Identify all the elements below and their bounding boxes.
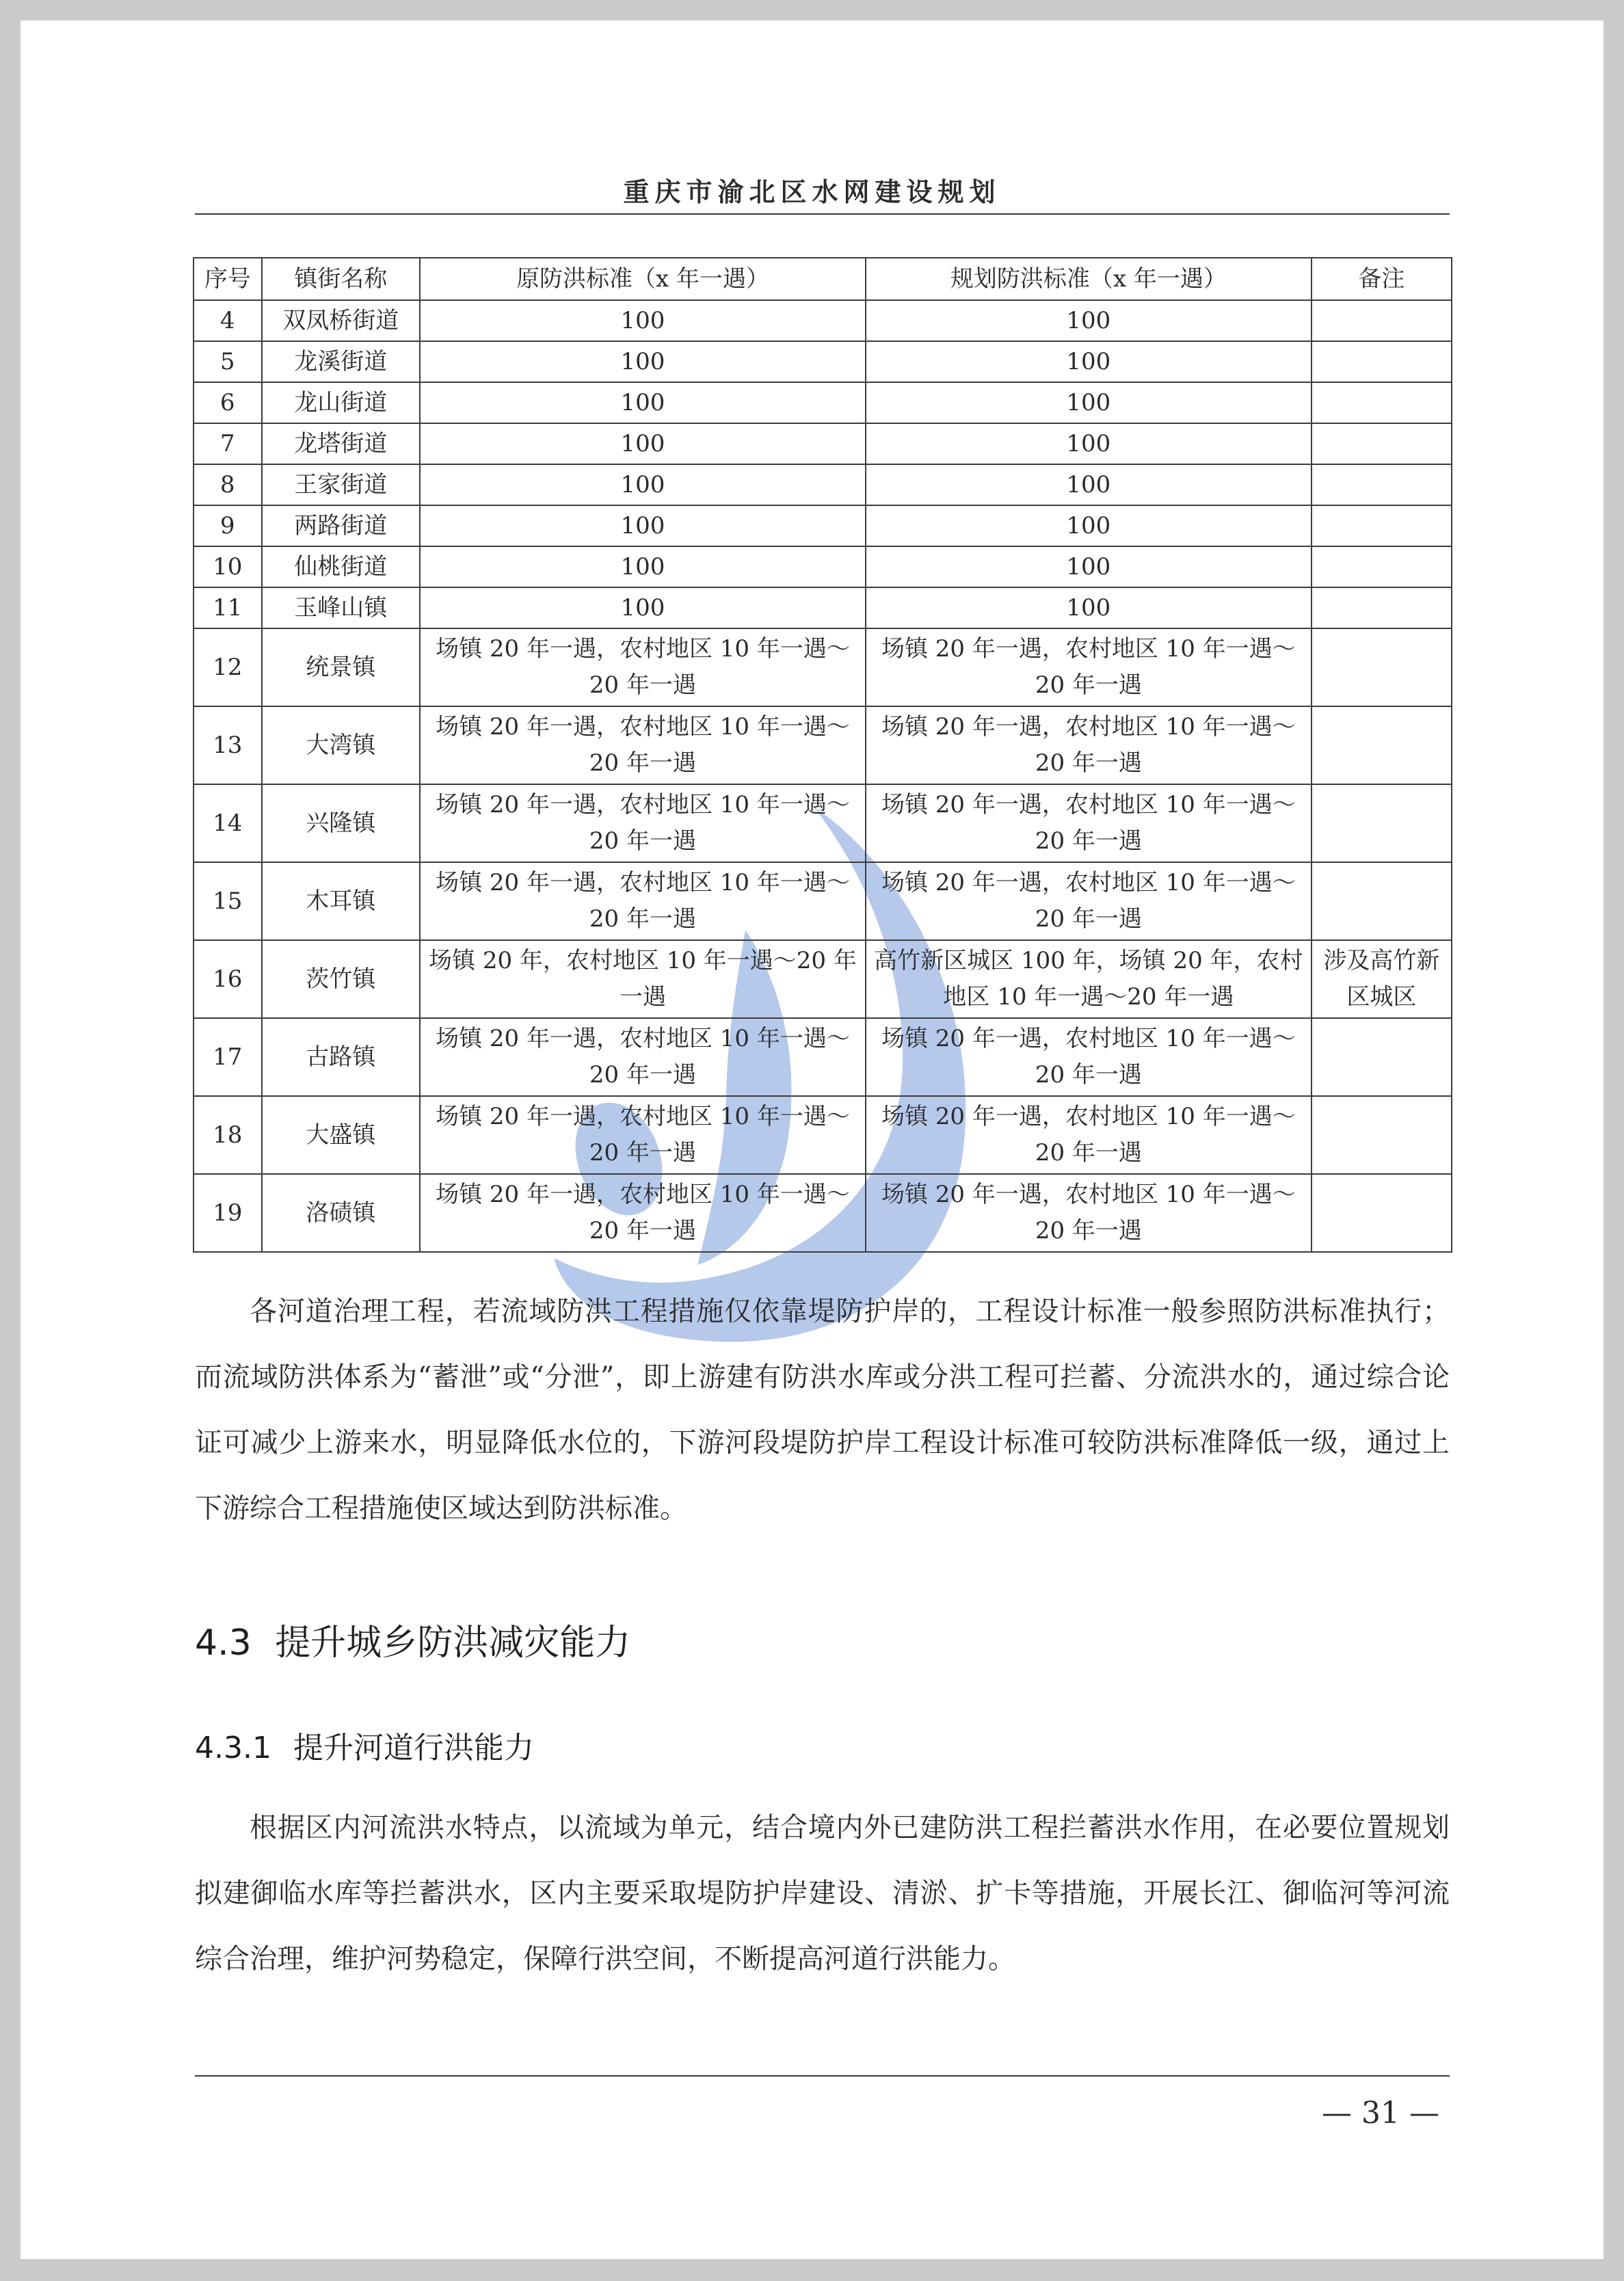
cell-town-name: 玉峰山镇 (262, 587, 421, 628)
cell-note (1312, 505, 1452, 546)
table-row (194, 464, 1452, 505)
table-row (194, 546, 1452, 587)
cell-planned-standard: 场镇 20 年一遇，农村地区 10 年一遇～20 年一遇 (866, 1174, 1312, 1252)
cell-number: 16 (194, 940, 262, 1018)
cell-planned-standard: 100 (866, 546, 1312, 587)
cell-original-standard: 场镇 20 年一遇，农村地区 10 年一遇～20 年一遇 (420, 706, 866, 784)
cell-town-name: 大盛镇 (262, 1096, 421, 1174)
cell-town-name: 大湾镇 (262, 706, 421, 784)
flood-standards-table (193, 257, 1452, 1253)
cell-number: 14 (194, 784, 262, 862)
cell-original-standard: 100 (420, 505, 866, 546)
cell-note (1312, 1096, 1452, 1174)
body-paragraph-river-capacity: 根据区内河流洪水特点，以流域为单元，结合境内外已建防洪工程拦蓄洪水作用，在必要位置规划拟建御临水库等拦蓄洪水，区内主要采取堤防护岸建设、清淤、扩卡等措施，开展长江、御临河等河流综合治理，维护河势稳定，保障行洪空间，不断提高河道行洪能力。 (195, 1812, 1450, 1975)
cell-original-standard: 100 (420, 341, 866, 382)
cell-town-name: 统景镇 (262, 628, 421, 706)
cell-planned-standard: 100 (866, 587, 1312, 628)
document-header-title: 重庆市渝北区水网建设规划 (623, 177, 1001, 207)
cell-planned-standard: 100 (866, 423, 1312, 464)
column-header-planned-standard: 规划防洪标准（x 年一遇） (866, 258, 1312, 300)
table-row (194, 423, 1452, 464)
cell-note (1312, 546, 1452, 587)
footer-divider (195, 2075, 1450, 2077)
cell-number: 19 (194, 1174, 262, 1252)
cell-original-standard: 100 (420, 546, 866, 587)
cell-planned-standard: 场镇 20 年一遇，农村地区 10 年一遇～20 年一遇 (866, 1096, 1312, 1174)
cell-town-name: 王家街道 (262, 464, 421, 505)
column-header-number: 序号 (194, 258, 262, 300)
cell-original-standard: 场镇 20 年，农村地区 10 年一遇～20 年一遇 (420, 940, 866, 1018)
cell-number: 13 (194, 706, 262, 784)
page-content (21, 21, 1603, 2259)
table-row (194, 1018, 1452, 1096)
cell-planned-standard: 场镇 20 年一遇，农村地区 10 年一遇～20 年一遇 (866, 784, 1312, 862)
cell-town-name: 洛碛镇 (262, 1174, 421, 1252)
cell-number: 18 (194, 1096, 262, 1174)
cell-town-name: 龙山街道 (262, 382, 421, 423)
subsection-title: 提升河道行洪能力 (293, 1731, 534, 1765)
table-row (194, 341, 1452, 382)
cell-note (1312, 628, 1452, 706)
cell-original-standard: 场镇 20 年一遇，农村地区 10 年一遇～20 年一遇 (420, 628, 866, 706)
cell-number: 4 (194, 300, 262, 341)
cell-planned-standard: 100 (866, 382, 1312, 423)
section-title: 提升城乡防洪减灾能力 (275, 1623, 631, 1664)
column-header-note: 备注 (1312, 258, 1452, 300)
table-row (194, 505, 1452, 546)
cell-number: 12 (194, 628, 262, 706)
header-divider (195, 213, 1450, 215)
table-header-row (194, 258, 1452, 300)
cell-number: 8 (194, 464, 262, 505)
cell-number: 7 (194, 423, 262, 464)
page-number: — 31 — (1322, 2096, 1439, 2131)
table-row (194, 1174, 1452, 1252)
section-number: 4.3 (195, 1623, 252, 1664)
cell-note (1312, 1174, 1452, 1252)
cell-town-name: 龙塔街道 (262, 423, 421, 464)
table-row (194, 706, 1452, 784)
table-row (194, 1096, 1452, 1174)
table-row (194, 300, 1452, 341)
cell-original-standard: 场镇 20 年一遇，农村地区 10 年一遇～20 年一遇 (420, 1096, 866, 1174)
cell-number: 9 (194, 505, 262, 546)
cell-number: 10 (194, 546, 262, 587)
cell-original-standard: 100 (420, 382, 866, 423)
table-row (194, 784, 1452, 862)
cell-planned-standard: 场镇 20 年一遇，农村地区 10 年一遇～20 年一遇 (866, 862, 1312, 940)
cell-note (1312, 1018, 1452, 1096)
cell-note (1312, 423, 1452, 464)
subsection-number: 4.3.1 (195, 1731, 271, 1765)
cell-planned-standard: 高竹新区城区 100 年，场镇 20 年，农村地区 10 年一遇～20 年一遇 (866, 940, 1312, 1018)
cell-planned-standard: 场镇 20 年一遇，农村地区 10 年一遇～20 年一遇 (866, 628, 1312, 706)
cell-town-name: 仙桃街道 (262, 546, 421, 587)
cell-note (1312, 784, 1452, 862)
cell-original-standard: 100 (420, 587, 866, 628)
cell-planned-standard: 100 (866, 505, 1312, 546)
table-row (194, 382, 1452, 423)
document-page (21, 21, 1603, 2259)
cell-town-name: 木耳镇 (262, 862, 421, 940)
cell-note (1312, 382, 1452, 423)
cell-town-name: 茨竹镇 (262, 940, 421, 1018)
subsection-heading (195, 1723, 534, 1767)
cell-town-name: 两路街道 (262, 505, 421, 546)
body-paragraph-flood-design: 各河道治理工程，若流域防洪工程措施仅依靠堤防护岸的，工程设计标准一般参照防洪标准执行；而流域防洪体系为“蓄泄”或“分泄”，即上游建有防洪水库或分洪工程可拦蓄、分流洪水的，通过综合论证可减少上游来水，明显降低水位的，下游河段堤防护岸工程设计标准可较防洪标准降低一级，通过上下游综合工程措施使区域达到防洪标准。 (195, 1296, 1450, 1524)
table-row (194, 940, 1452, 1018)
cell-planned-standard: 场镇 20 年一遇，农村地区 10 年一遇～20 年一遇 (866, 1018, 1312, 1096)
cell-note (1312, 706, 1452, 784)
cell-town-name: 双凤桥街道 (262, 300, 421, 341)
cell-original-standard: 场镇 20 年一遇，农村地区 10 年一遇～20 年一遇 (420, 862, 866, 940)
cell-planned-standard: 100 (866, 464, 1312, 505)
cell-planned-standard: 100 (866, 300, 1312, 341)
cell-note: 涉及高竹新区城区 (1312, 940, 1452, 1018)
table-row (194, 587, 1452, 628)
cell-note (1312, 464, 1452, 505)
cell-town-name: 古路镇 (262, 1018, 421, 1096)
cell-original-standard: 场镇 20 年一遇，农村地区 10 年一遇～20 年一遇 (420, 1018, 866, 1096)
section-heading (195, 1614, 630, 1665)
cell-planned-standard: 100 (866, 341, 1312, 382)
cell-number: 11 (194, 587, 262, 628)
cell-number: 15 (194, 862, 262, 940)
cell-original-standard: 场镇 20 年一遇，农村地区 10 年一遇～20 年一遇 (420, 1174, 866, 1252)
cell-note (1312, 587, 1452, 628)
cell-original-standard: 100 (420, 423, 866, 464)
table-row (194, 862, 1452, 940)
cell-town-name: 龙溪街道 (262, 341, 421, 382)
cell-number: 17 (194, 1018, 262, 1096)
column-header-original-standard: 原防洪标准（x 年一遇） (420, 258, 866, 300)
cell-original-standard: 100 (420, 464, 866, 505)
cell-note (1312, 341, 1452, 382)
cell-original-standard: 100 (420, 300, 866, 341)
column-header-town-name: 镇街名称 (262, 258, 421, 300)
cell-note (1312, 300, 1452, 341)
cell-original-standard: 场镇 20 年一遇，农村地区 10 年一遇～20 年一遇 (420, 784, 866, 862)
cell-planned-standard: 场镇 20 年一遇，农村地区 10 年一遇～20 年一遇 (866, 706, 1312, 784)
cell-number: 5 (194, 341, 262, 382)
cell-note (1312, 862, 1452, 940)
cell-number: 6 (194, 382, 262, 423)
table-row (194, 628, 1452, 706)
cell-town-name: 兴隆镇 (262, 784, 421, 862)
